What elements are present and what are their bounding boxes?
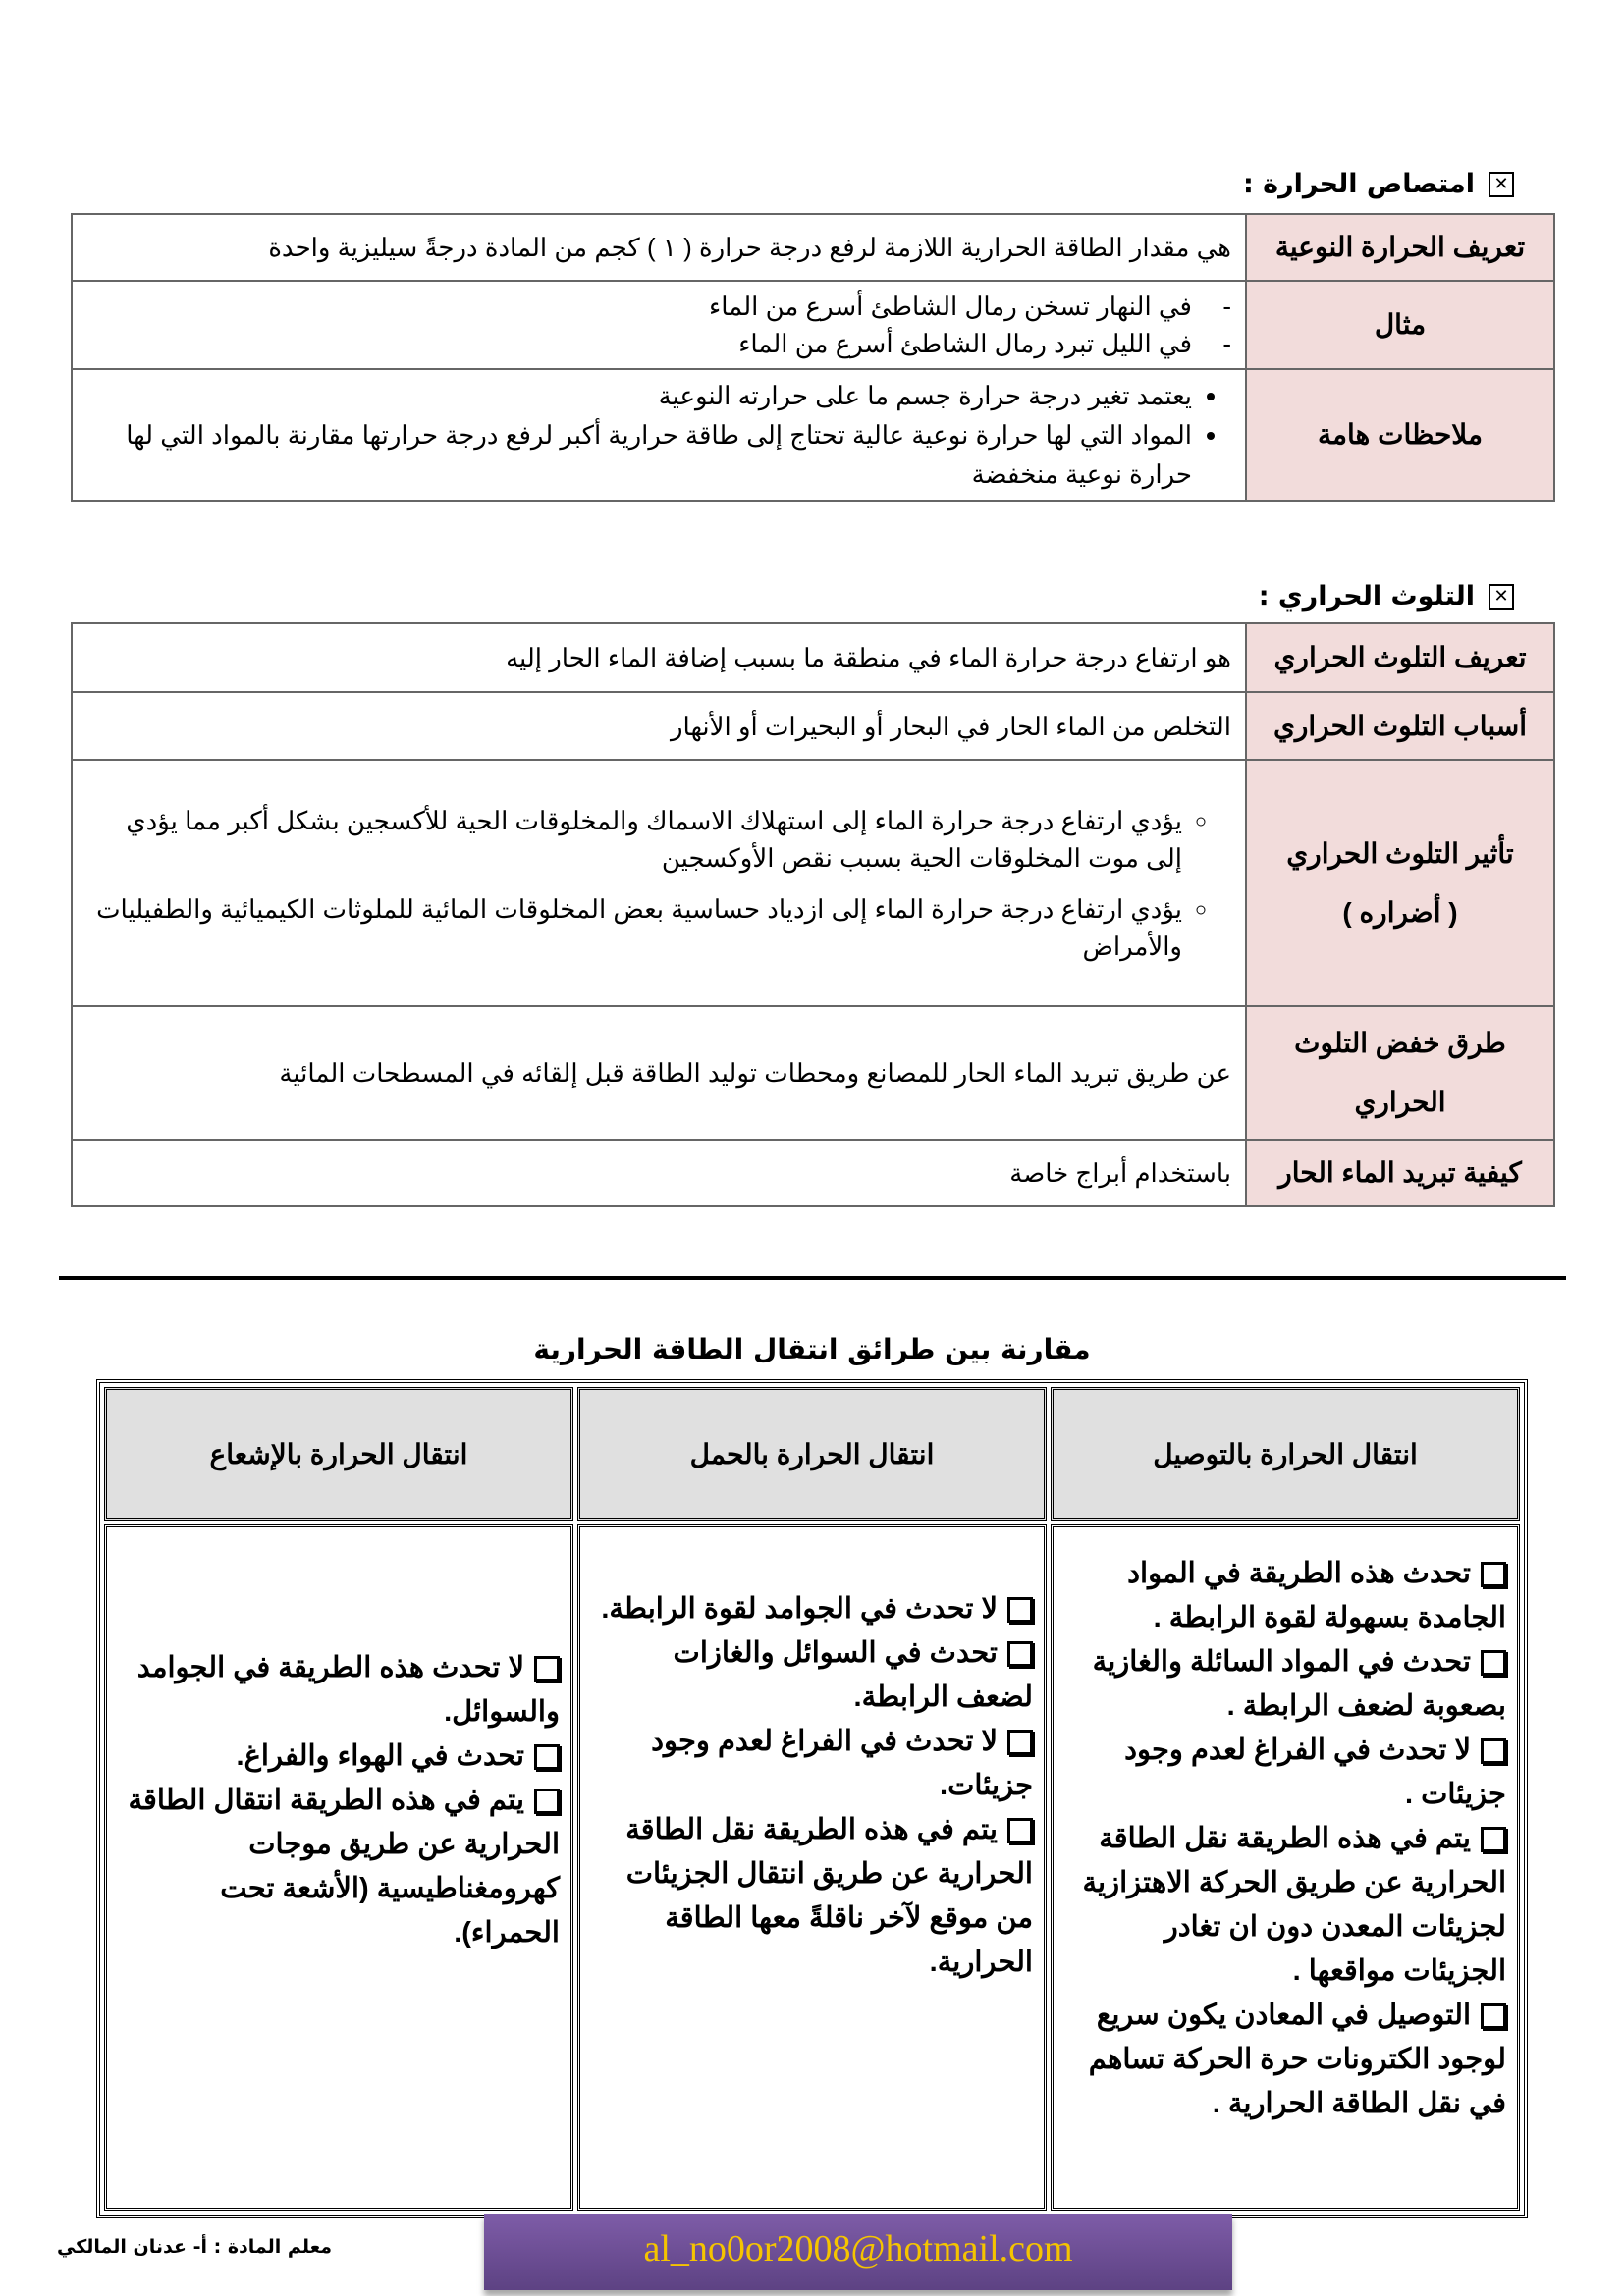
list-item: - في الليل تبرد رمال الشاطئ أسرع من الماء bbox=[86, 325, 1192, 362]
section-title: امتصاص الحرارة : bbox=[1242, 169, 1475, 199]
list-item: • المواد التي لها حرارة نوعية عالية تحتاج إلى طاقة حرارية أكبر لرفع درجة حرارتها مقارنة بالمواد التي لها حرارة نوعية منخفضة bbox=[86, 415, 1192, 494]
column-header-convection: انتقال الحرارة بالحمل bbox=[577, 1387, 1047, 1521]
checkbox-icon bbox=[534, 1656, 560, 1682]
checkbox-icon bbox=[1007, 1730, 1033, 1755]
row-label-sub: ( أضراره ) bbox=[1342, 896, 1458, 928]
row-value: هي مقدار الطاقة الحرارية اللازمة لرفع درجة حرارة ( ١ ) كجم من المادة درجةً سيليزية واحدة bbox=[72, 214, 1246, 281]
convection-cell bbox=[577, 1524, 1047, 2211]
list-item: تحدث في الهواء والفراغ. bbox=[236, 1740, 524, 1772]
checkbox-icon bbox=[1481, 1650, 1506, 1676]
list-item: ◦ يؤدي ارتفاع درجة حرارة الماء إلى ازدياد حساسية بعض المخلوقات المائية للملوثات الكيميائية والطفيليات والأمراض bbox=[86, 890, 1182, 965]
checkbox-icon bbox=[1481, 1738, 1506, 1764]
section-heading-heat-absorption bbox=[1243, 169, 1514, 199]
checkbox-x-icon: ✕ bbox=[1489, 172, 1514, 197]
table-row bbox=[72, 281, 1554, 369]
row-label: تعريف التلوث الحراري bbox=[1246, 623, 1554, 692]
list-item: ◦ يؤدي ارتفاع درجة حرارة الماء إلى استهلاك الاسماك والمخلوقات الحية للأكسجين بشكل أكبر مما يؤدي إلى موت المخلوقات الحية بسبب نقص الأوكسجين bbox=[86, 802, 1182, 877]
list-item: لا تحدث هذه الطريقة في الجوامد والسوائل. bbox=[136, 1652, 560, 1728]
checkbox-icon bbox=[534, 1789, 560, 1814]
list-item: • يعتمد تغير درجة حرارة جسم ما على حرارته النوعية bbox=[86, 376, 1192, 415]
row-label: ملاحظات هامة bbox=[1246, 369, 1554, 501]
checkbox-icon bbox=[1481, 1562, 1506, 1587]
email-banner: al_no0or2008@hotmail.com bbox=[484, 2214, 1232, 2290]
table-row bbox=[72, 1006, 1554, 1140]
checkbox-icon bbox=[1007, 1818, 1033, 1843]
list-item: يتم في هذه الطريقة نقل الطاقة الحرارية عن طريق الحركة الاهتزازية لجزيئات المعدن دون ان تغادر الجزيئات مواقعها . bbox=[1082, 1823, 1506, 1987]
column-header-conduction: انتقال الحرارة بالتوصيل bbox=[1051, 1387, 1520, 1521]
list-item: تحدث في المواد السائلة والغازية بصعوبة لضعف الرابطة . bbox=[1092, 1646, 1506, 1722]
radiation-cell bbox=[104, 1524, 573, 2211]
section-title: التلوث الحراري : bbox=[1258, 581, 1475, 612]
horizontal-divider bbox=[59, 1276, 1566, 1280]
row-value: عن طريق تبريد الماء الحار للمصانع ومحطات توليد الطاقة قبل إلقائه في المسطحات المائية bbox=[72, 1006, 1246, 1140]
list-item: - في النهار تسخن رمال الشاطئ أسرع من الماء bbox=[86, 288, 1192, 325]
checkbox-icon bbox=[1481, 1827, 1506, 1852]
list-item: تحدث في السوائل والغازات لضعف الرابطة. bbox=[673, 1637, 1033, 1713]
column-header-radiation: انتقال الحرارة بالإشعاع bbox=[104, 1387, 573, 1521]
row-label: كيفية تبريد الماء الحار bbox=[1246, 1140, 1554, 1206]
row-label: طرق خفض التلوث الحراري bbox=[1246, 1006, 1554, 1140]
comparison-table bbox=[96, 1379, 1528, 2218]
row-label: مثال bbox=[1246, 281, 1554, 369]
section-heading-thermal-pollution bbox=[1259, 581, 1514, 612]
table-row bbox=[72, 692, 1554, 760]
row-label: تعريف الحرارة النوعية bbox=[1246, 214, 1554, 281]
table-row bbox=[72, 623, 1554, 692]
row-label: تأثير التلوث الحراري bbox=[1286, 837, 1514, 869]
list-item: لا تحدث في الفراغ لعدم وجود جزيئات. bbox=[651, 1726, 1033, 1801]
table-row bbox=[72, 760, 1554, 1006]
table-row bbox=[72, 214, 1554, 281]
comparison-title: مقارنة بين طرائق انتقال الطاقة الحرارية bbox=[533, 1333, 1091, 1365]
row-label: أسباب التلوث الحراري bbox=[1246, 692, 1554, 760]
row-value: هو ارتفاع درجة حرارة الماء في منطقة ما بسبب إضافة الماء الحار إليه bbox=[72, 623, 1246, 692]
list-item: تحدث هذه الطريقة في المواد الجامدة بسهولة لقوة الرابطة . bbox=[1127, 1558, 1506, 1633]
content-row bbox=[104, 1524, 1520, 2211]
list-item: يتم في هذه الطريقة نقل الطاقة الحرارية عن طريق انتقال الجزيئات من موقع لآخر ناقلةً معها الطاقة الحرارية. bbox=[625, 1814, 1033, 1978]
header-row bbox=[104, 1387, 1520, 1521]
list-item: التوصيل في المعادن يكون سريع لوجود الكترونات حرة الحركة تساهم في نقل الطاقة الحرارية . bbox=[1088, 2000, 1506, 2119]
row-value: التخلص من الماء الحار في البحار أو البحيرات أو الأنهار bbox=[72, 692, 1246, 760]
row-value: باستخدام أبراج خاصة bbox=[72, 1140, 1246, 1206]
list-item: لا تحدث في الجوامد لقوة الرابطة. bbox=[601, 1593, 998, 1625]
checkbox-icon bbox=[1481, 2003, 1506, 2029]
checkbox-icon bbox=[1007, 1597, 1033, 1623]
teacher-credit: معلم المادة : أ- عدنان المالكي bbox=[57, 2236, 333, 2258]
table-row bbox=[72, 369, 1554, 501]
conduction-cell bbox=[1051, 1524, 1520, 2211]
list-item: لا تحدث في الفراغ لعدم وجود جزيئات . bbox=[1124, 1735, 1506, 1810]
checkbox-icon bbox=[534, 1744, 560, 1770]
thermal-pollution-table bbox=[71, 622, 1555, 1207]
list-item: يتم في هذه الطريقة انتقال الطاقة الحرارية عن طريق موجات كهرومغناطيسية (الأشعة تحت الحمراء). bbox=[128, 1785, 560, 1949]
checkbox-icon bbox=[1007, 1641, 1033, 1667]
checkbox-x-icon: ✕ bbox=[1489, 584, 1514, 610]
table-row bbox=[72, 1140, 1554, 1206]
heat-absorption-table bbox=[71, 213, 1555, 502]
